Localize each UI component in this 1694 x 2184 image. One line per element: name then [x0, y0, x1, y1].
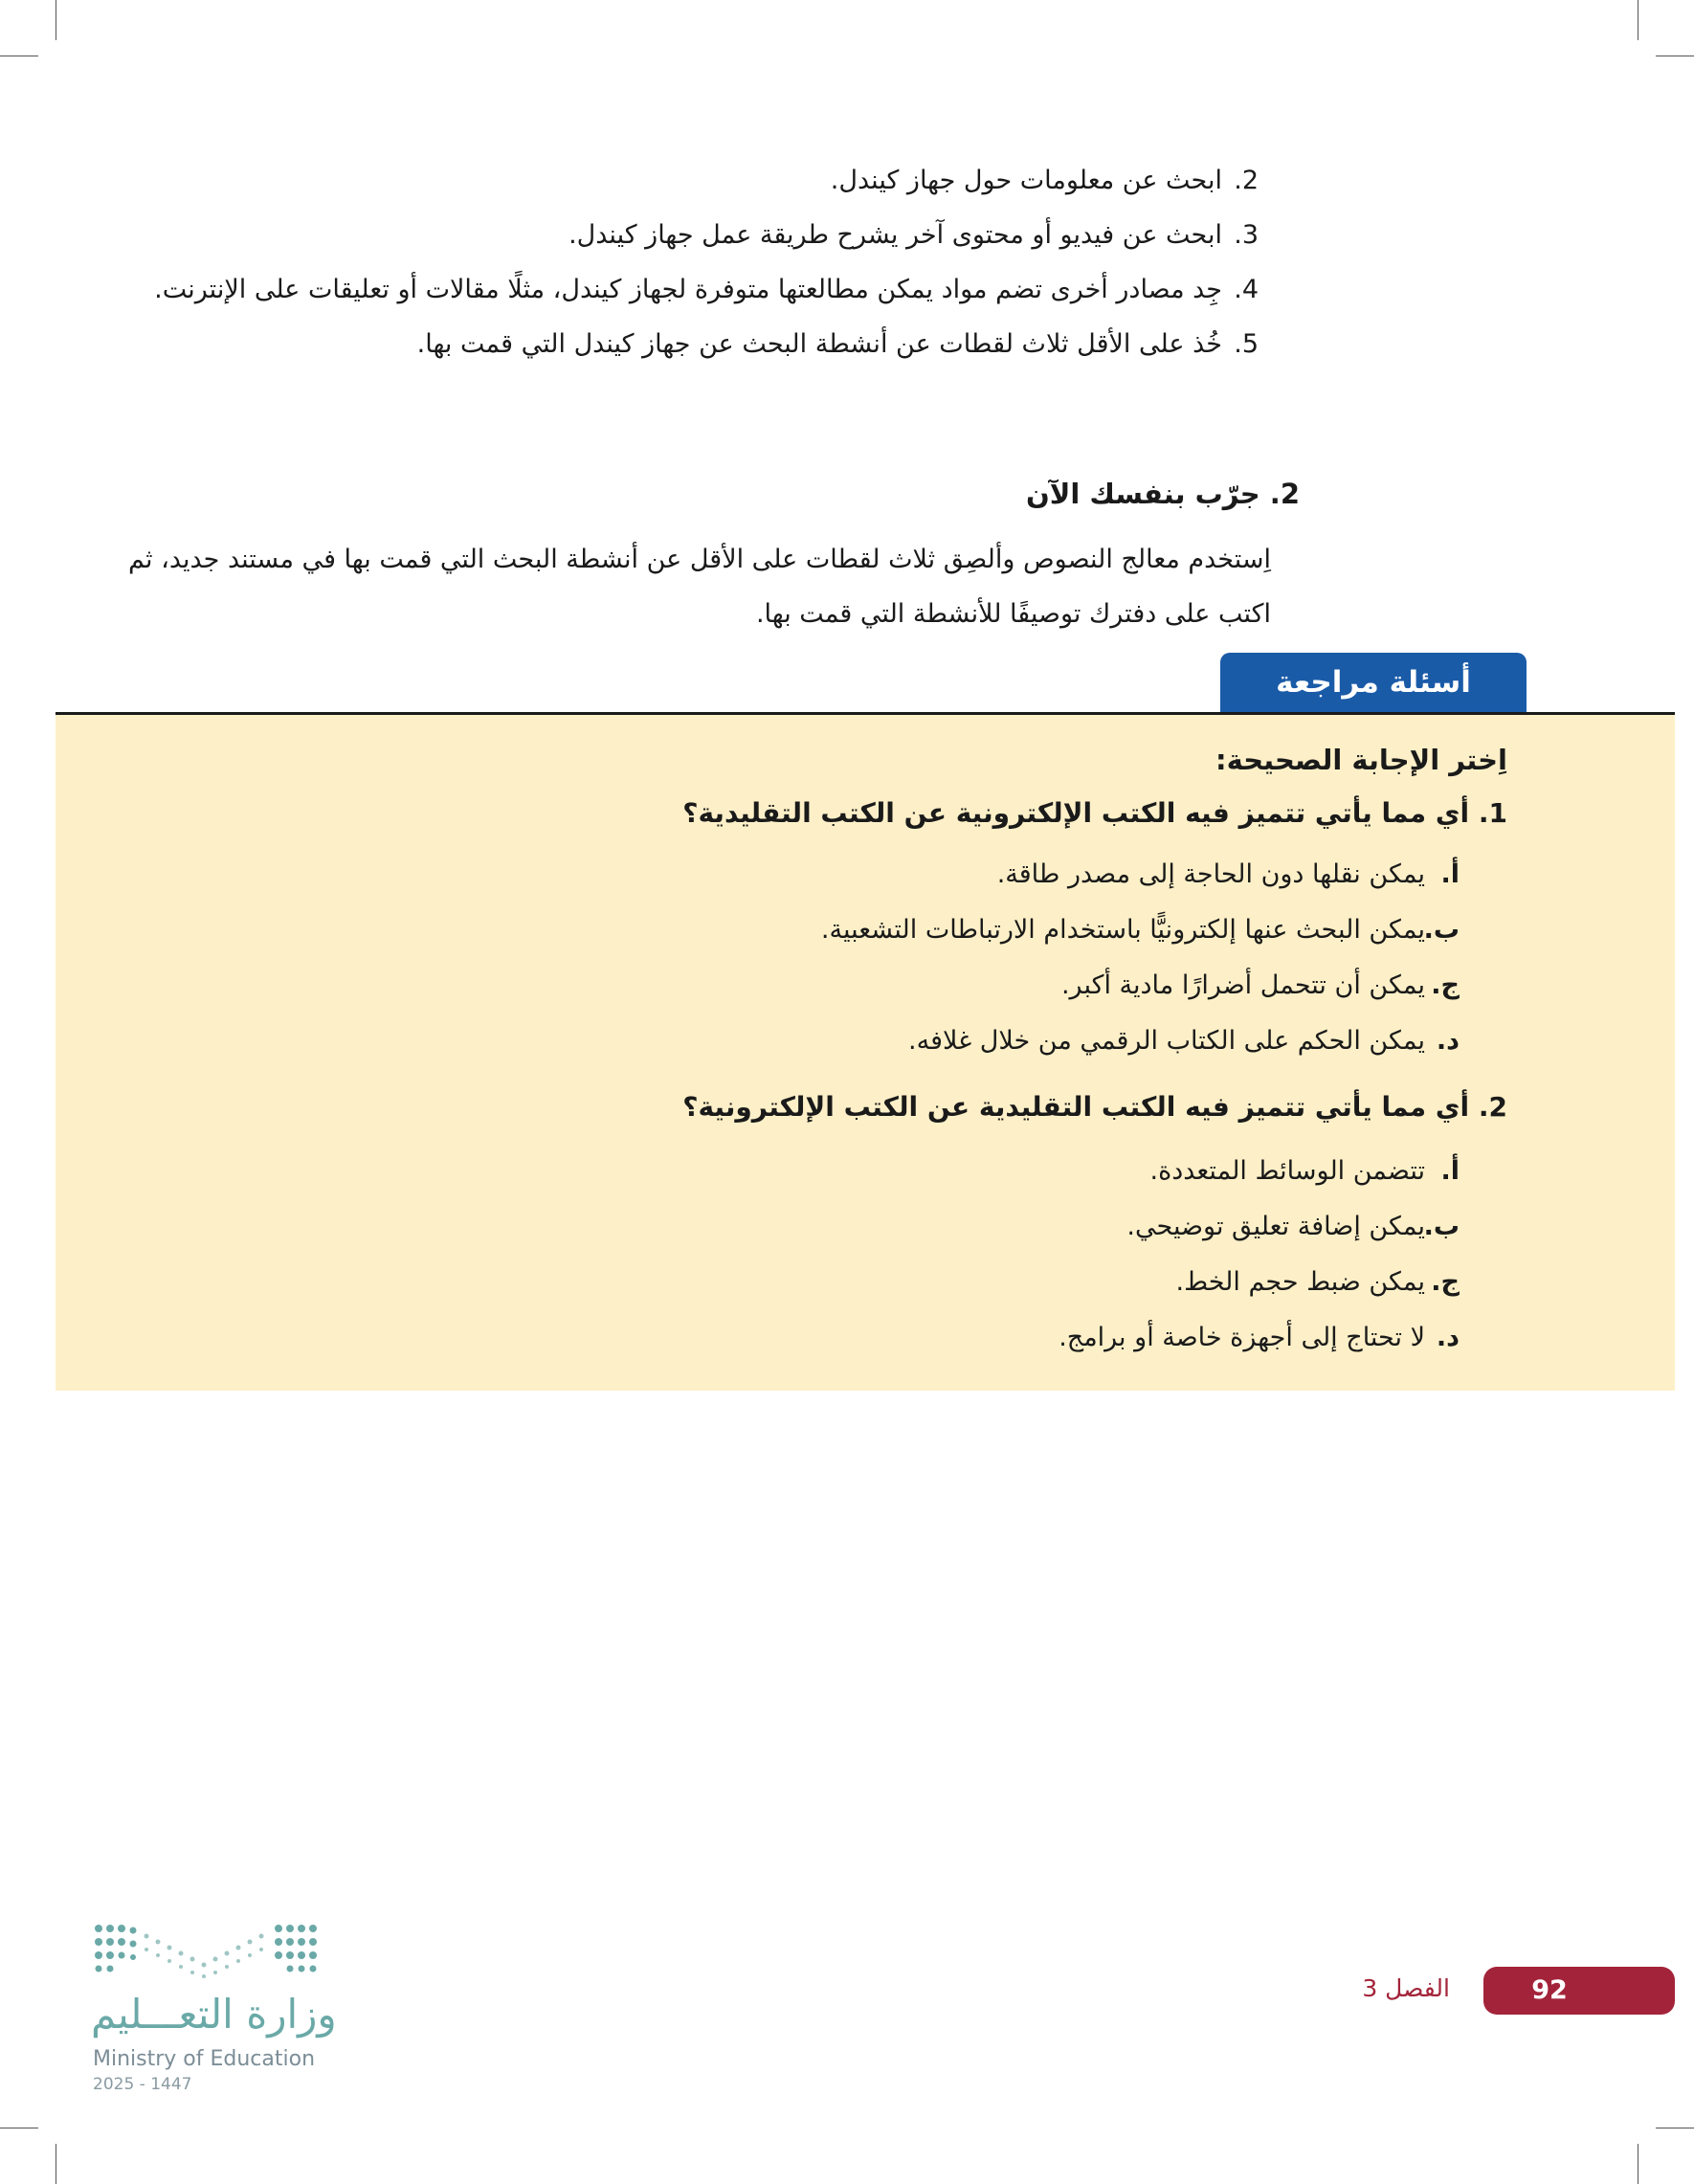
question-2: 2. أي مما يأتي تتميز فيه الكتب التقليدية عن الكتب الإلكترونية؟ [682, 1091, 1507, 1123]
option-item[interactable] [1059, 1310, 1460, 1366]
page-number-badge [1483, 1967, 1675, 2015]
option-item[interactable] [1059, 1199, 1460, 1255]
option-letter: د. [1436, 1026, 1460, 1056]
try-yourself-body: اِستخدم معالج النصوص وألصِق ثلاث لقطات على الأقل عن أنشطة البحث التي قمت بها في مستند جديد، ثم اكتب على دفترك توصيفًا للأنشطة التي قمت بها. [128, 545, 1271, 629]
option-letter: ج. [1431, 1267, 1460, 1297]
step-number: 3. [1234, 220, 1259, 250]
step-text: جِد مصادر أخرى تضم مواد يمكن مطالعتها متوفرة لجهاز كيندل، مثلًا مقالات أو تعليقات على الإنترنت. [154, 275, 1222, 304]
try-yourself-heading: 2. جرّب بنفسك الآن [1026, 478, 1300, 510]
option-letter: ب. [1423, 1212, 1460, 1241]
step-number: 5. [1234, 329, 1259, 359]
option-text: تتضمن الوسائط المتعددة. [1149, 1156, 1425, 1186]
review-questions-box [56, 712, 1675, 1391]
question-1: 1. أي مما يأتي تتميز فيه الكتب الإلكترونية عن الكتب التقليدية؟ [682, 797, 1507, 829]
ministry-name-english: Ministry of Education [93, 2047, 316, 2071]
review-questions-tab: أسئلة مراجعة [1220, 653, 1527, 712]
edition-year: 2025 - 1447 [93, 2075, 192, 2094]
ministry-logo-icon [91, 1919, 321, 1986]
step-text: خُذ على الأقل ثلاث لقطات عن أنشطة البحث عن جهاز كيندل التي قمت بها. [416, 329, 1222, 359]
option-letter: أ. [1440, 1156, 1460, 1186]
option-text: يمكن إضافة تعليق توضيحي. [1126, 1212, 1425, 1241]
option-item[interactable] [821, 847, 1460, 903]
option-letter: ب. [1423, 915, 1460, 945]
step-text: ابحث عن معلومات حول جهاز كيندل. [830, 166, 1222, 195]
step-item [91, 153, 1259, 208]
step-item [91, 262, 1259, 317]
chapter-label: الفصل 3 [1362, 1974, 1450, 2002]
option-text: يمكن أن تتحمل أضرارًا مادية أكبر. [1060, 970, 1425, 1000]
option-text: يمكن البحث عنها إلكترونيًّا باستخدام الارتباطات التشعبية. [820, 915, 1425, 945]
instruction-text: اِختر الإجابة الصحيحة: [1215, 744, 1507, 776]
step-item [91, 317, 1259, 371]
step-number: 4. [1234, 275, 1259, 304]
option-item[interactable] [1059, 1144, 1460, 1199]
option-text: لا تحتاج إلى أجهزة خاصة أو برامج. [1059, 1323, 1425, 1352]
question-1-options [821, 847, 1460, 1069]
option-text: يمكن ضبط حجم الخط. [1175, 1267, 1425, 1297]
ministry-name-arabic: وزارة التعـــليم [91, 1991, 337, 2038]
step-item [91, 208, 1259, 262]
step-number: 2. [1234, 166, 1259, 195]
try-yourself-section [84, 467, 1300, 641]
option-letter: أ. [1440, 859, 1460, 889]
option-item[interactable] [821, 1014, 1460, 1069]
steps-list [91, 153, 1259, 371]
question-2-options [1059, 1144, 1460, 1366]
option-item[interactable] [821, 958, 1460, 1014]
option-item[interactable] [1059, 1255, 1460, 1310]
option-text: يمكن الحكم على الكتاب الرقمي من خلال غلافه. [908, 1026, 1425, 1056]
page-number: 92 [1531, 1975, 1568, 2005]
option-item[interactable] [821, 903, 1460, 958]
option-letter: ج. [1431, 970, 1460, 1000]
step-text: ابحث عن فيديو أو محتوى آخر يشرح طريقة عمل جهاز كيندل. [568, 220, 1222, 250]
option-letter: د. [1436, 1323, 1460, 1352]
option-text: يمكن نقلها دون الحاجة إلى مصدر طاقة. [996, 859, 1425, 889]
